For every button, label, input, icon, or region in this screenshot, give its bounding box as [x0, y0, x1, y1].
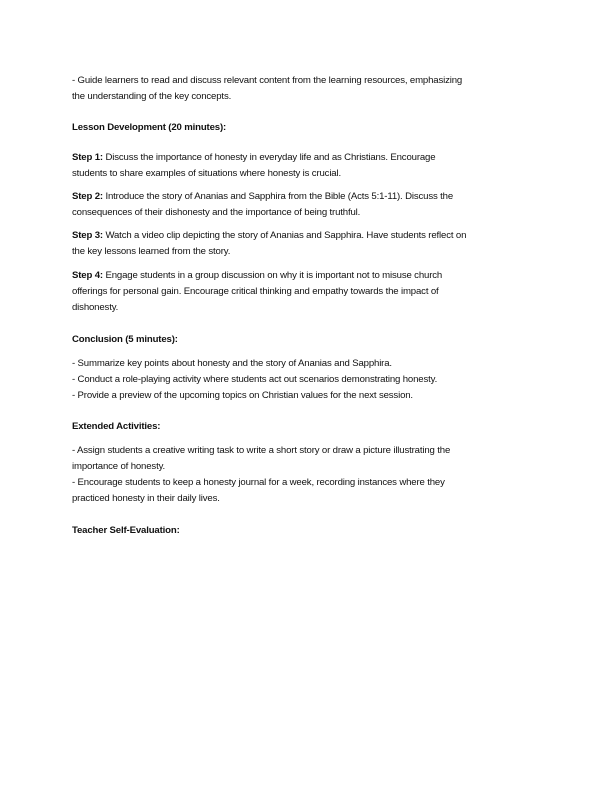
step-1: [72, 150, 552, 182]
list-item: - Encourage students to keep a honesty journal for a week, recording instances where they: [72, 477, 445, 488]
intro-paragraph: [72, 73, 552, 105]
step-label: Step 2:: [72, 191, 103, 202]
list-item: importance of honesty.: [72, 461, 166, 472]
text-line: the understanding of the key concepts.: [72, 91, 232, 102]
step-4: [72, 268, 552, 316]
step-label: Step 3:: [72, 230, 103, 241]
step-text: the key lessons learned from the story.: [72, 246, 231, 257]
step-text: dishonesty.: [72, 302, 119, 313]
extended-activities-heading: Extended Activities:: [72, 421, 161, 432]
conclusion-list: [72, 356, 552, 404]
step-label: Step 4:: [72, 270, 103, 281]
step-text: Engage students in a group discussion on why it is important not to misuse church: [102, 270, 443, 281]
step-2: [72, 189, 552, 221]
list-item: - Summarize key points about honesty and the story of Ananias and Sapphira.: [72, 358, 392, 369]
text-line: - Guide learners to read and discuss relevant content from the learning resources, emphasizing: [72, 75, 463, 86]
conclusion-heading: Conclusion (5 minutes):: [72, 334, 178, 345]
list-item: practiced honesty in their daily lives.: [72, 493, 220, 504]
list-item: - Provide a preview of the upcoming topics on Christian values for the next session.: [72, 390, 413, 401]
teacher-self-evaluation-heading: Teacher Self-Evaluation:: [72, 525, 180, 536]
step-3: [72, 228, 552, 260]
step-text: Introduce the story of Ananias and Sapphira from the Bible (Acts 5:1-11). Discuss the: [102, 191, 454, 202]
step-label: Step 1:: [72, 152, 103, 163]
step-text: offerings for personal gain. Encourage critical thinking and empathy towards the impact of: [72, 286, 439, 297]
list-item: - Conduct a role-playing activity where students act out scenarios demonstrating honesty.: [72, 374, 438, 385]
step-text: consequences of their dishonesty and the importance of being truthful.: [72, 207, 361, 218]
step-text: students to share examples of situations where honesty is crucial.: [72, 168, 341, 179]
extended-activities-list: [72, 443, 552, 507]
list-item: - Assign students a creative writing task to write a short story or draw a picture illustrating the: [72, 445, 451, 456]
step-text: Watch a video clip depicting the story of Ananias and Sapphira. Have students reflect on: [102, 230, 467, 241]
step-text: Discuss the importance of honesty in everyday life and as Christians. Encourage: [102, 152, 436, 163]
lesson-development-heading: Lesson Development (20 minutes):: [72, 122, 227, 133]
